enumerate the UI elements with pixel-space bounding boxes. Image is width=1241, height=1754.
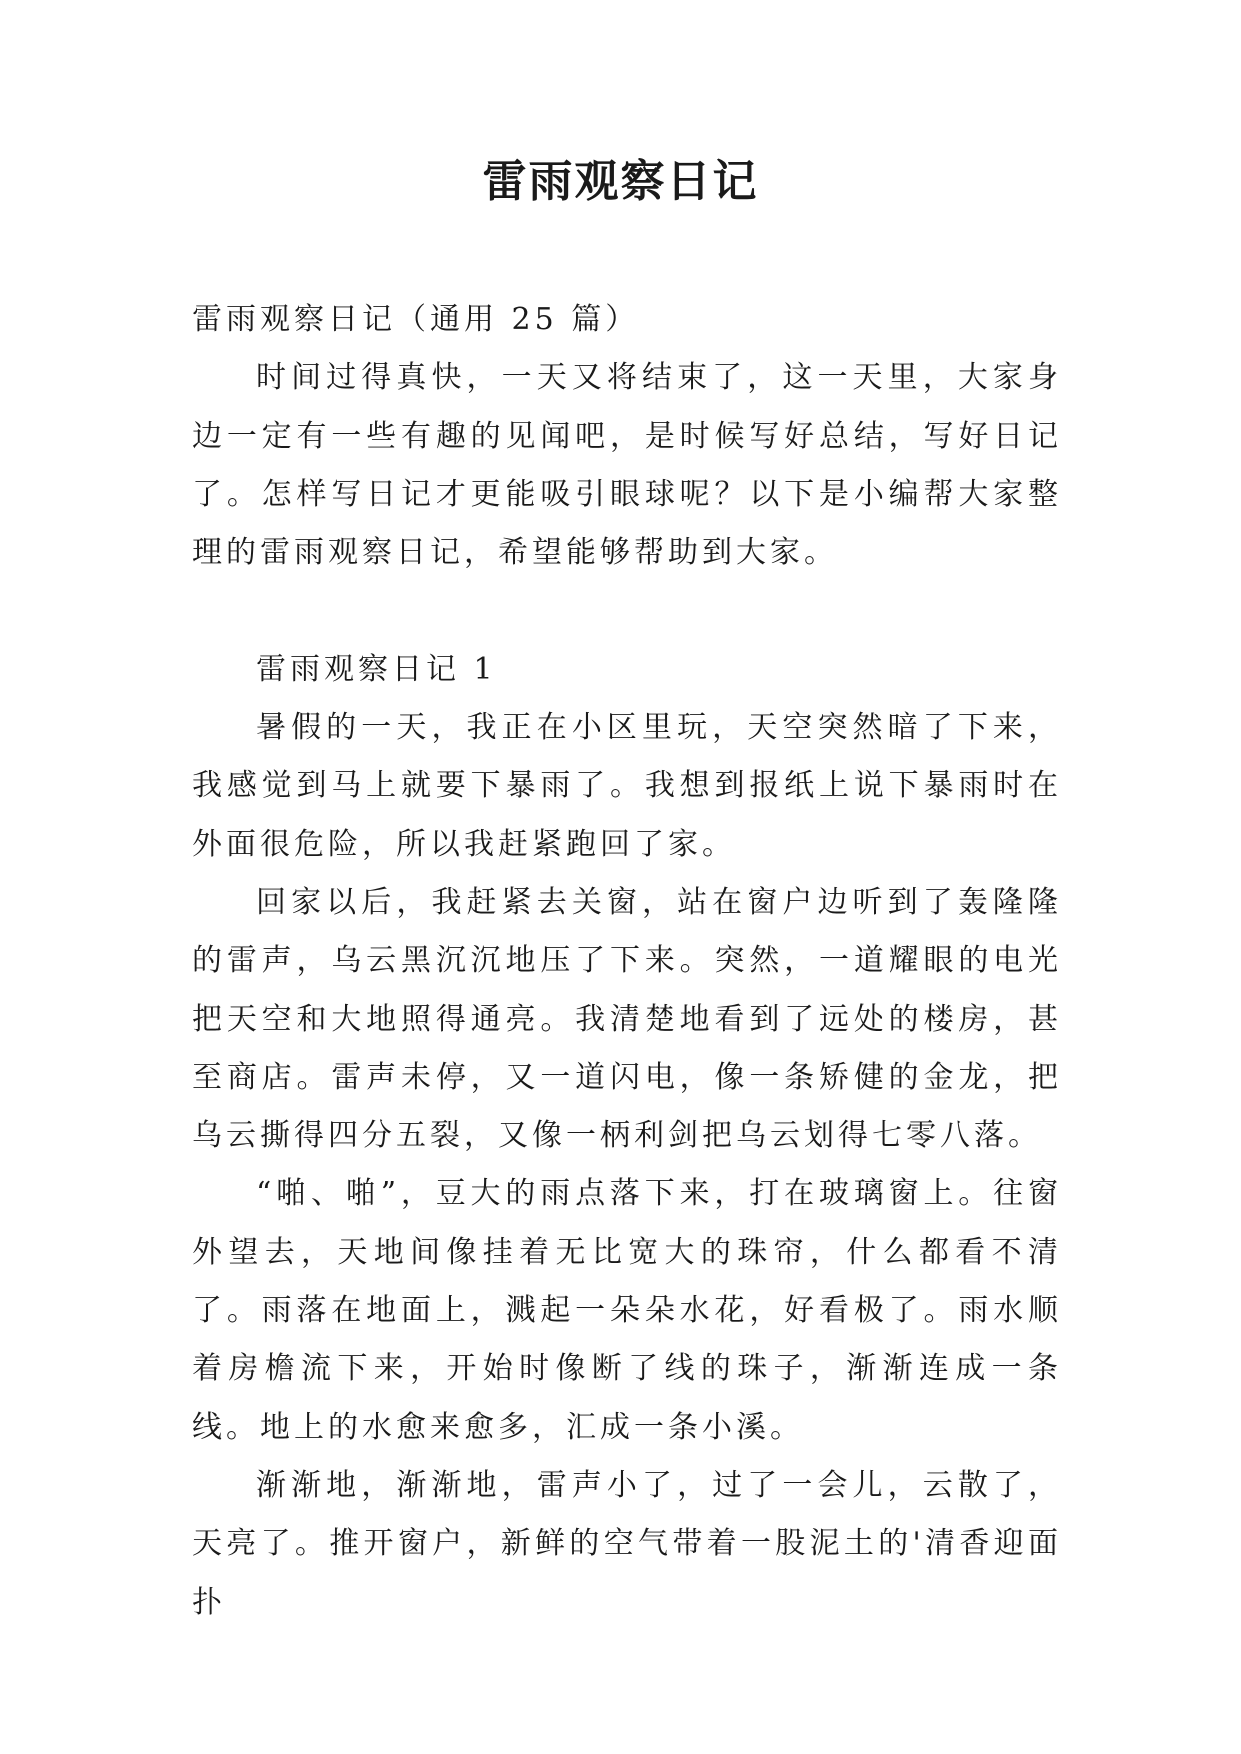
section-gap [192,582,1062,640]
body-paragraph-1: 暑假的一天，我正在小区里玩，天空突然暗了下来，我感觉到马上就要下暴雨了。我想到报纸上说下暴雨时在外面很危险，所以我赶紧跑回了家。 [192,710,1062,862]
body-paragraph-4: 渐渐地，渐渐地，雷声小了，过了一会儿，云散了，天亮了。推开窗户，新鲜的空气带着一股泥土的'清香迎面扑 [192,1467,1062,1620]
document-subtitle: 雷雨观察日记（通用 25 篇） [192,302,640,337]
document-body [192,291,1062,1632]
body-paragraph-3: “啪、啪”，豆大的雨点落下来，打在玻璃窗上。往窗外望去，天地间像挂着无比宽大的珠帘，什么都看不清了。雨落在地面上，溅起一朵朵水花，好看极了。雨水顺着房檐流下来，开始时像断了线的珠子，渐渐连成一条线。地上的水愈来愈多，汇成一条小溪。 [192,1176,1062,1445]
body-paragraph-2: 回家以后，我赶紧去关窗，站在窗户边听到了轰隆隆的雷声，乌云黑沉沉地压了下来。突然，一道耀眼的电光把天空和大地照得通亮。我清楚地看到了远处的楼房，甚至商店。雷声未停，又一道闪电，像一条矫健的金龙，把乌云撕得四分五裂，又像一柄利剑把乌云划得七零八落。 [192,884,1062,1154]
entry-heading: 雷雨观察日记 1 [256,651,497,687]
document-title: 雷雨观察日记 [482,156,759,207]
intro-paragraph: 时间过得真快，一天又将结束了，这一天里，大家身边一定有一些有趣的见闻吧，是时候写好总结，写好日记了。怎样写日记才更能吸引眼球呢？以下是小编帮大家整理的雷雨观察日记，希望能够帮助到大家。 [192,360,1062,571]
